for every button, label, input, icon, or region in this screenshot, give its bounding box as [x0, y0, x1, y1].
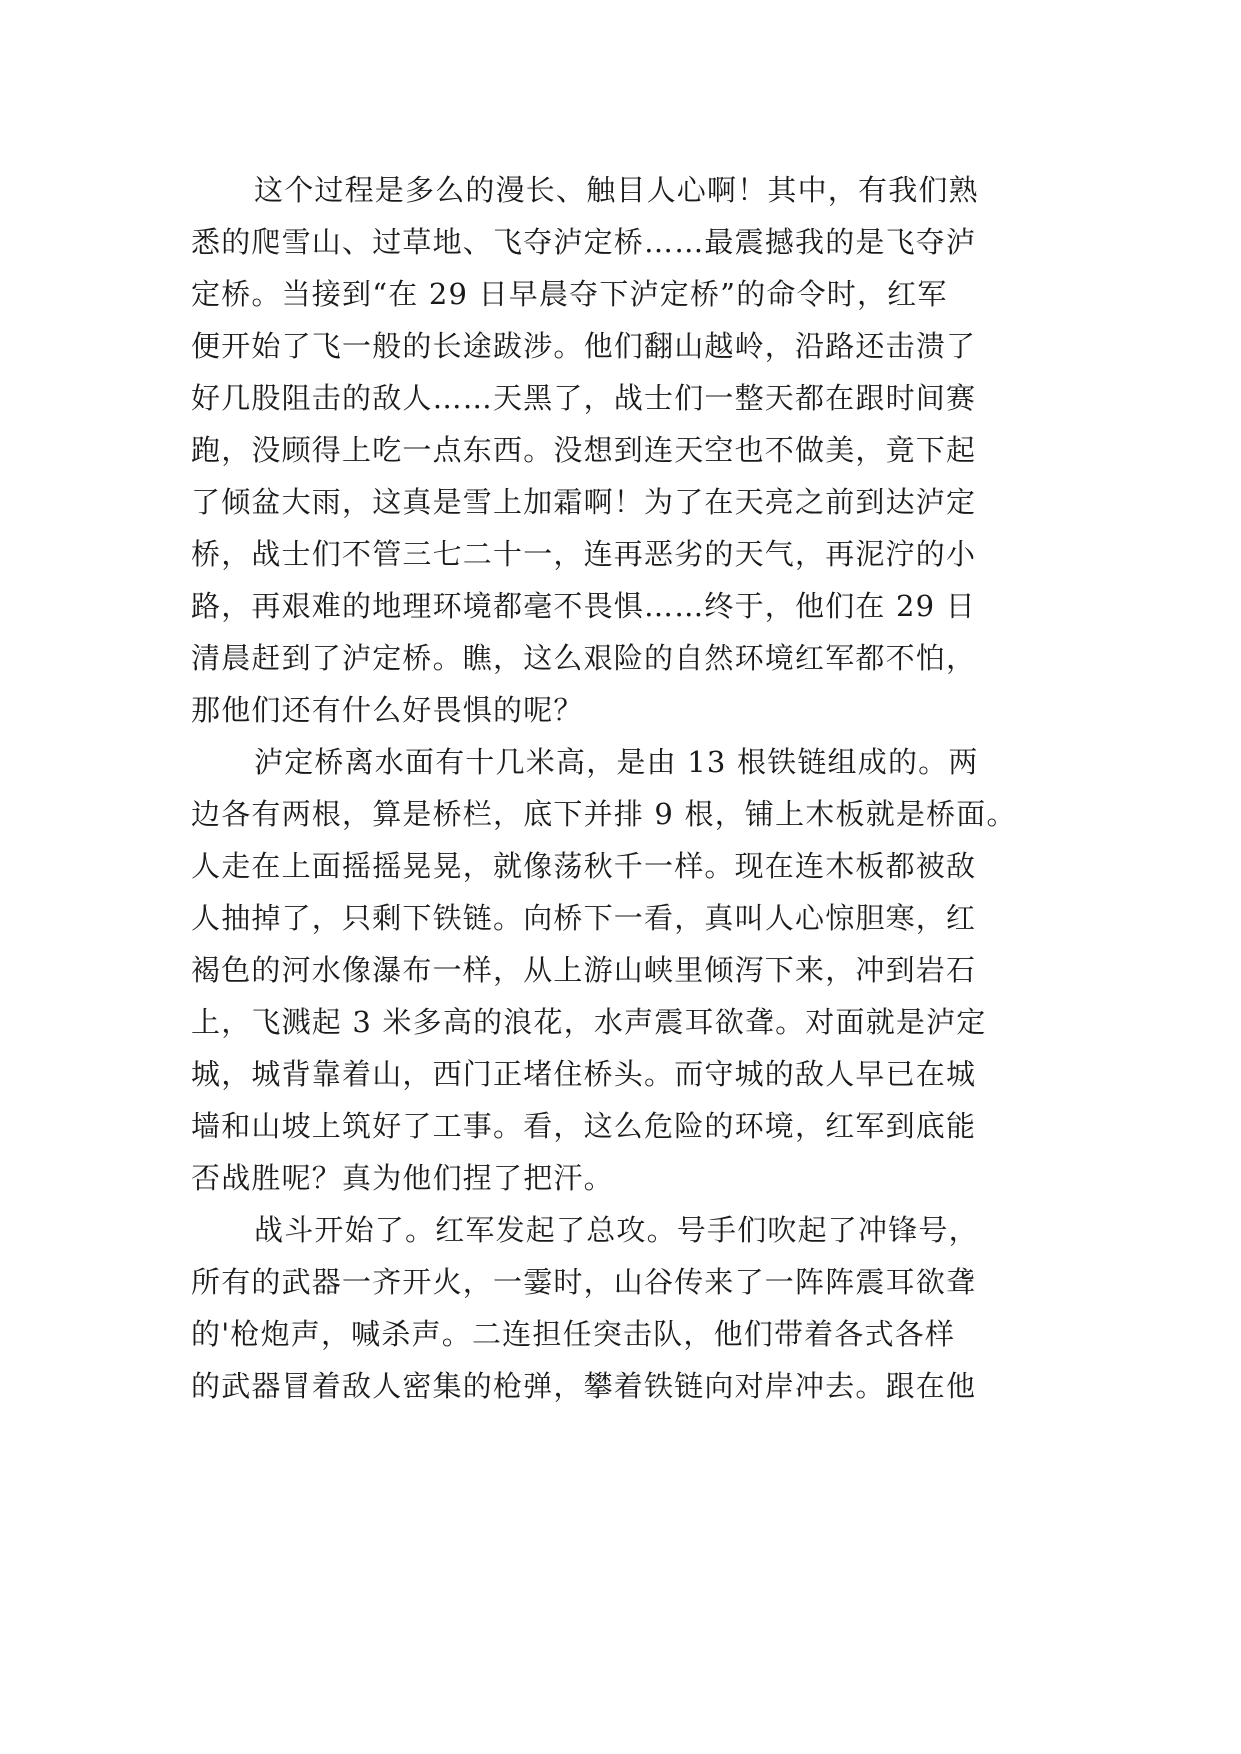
- text-line: 人抽掉了，只剩下铁链。向桥下一看，真叫人心惊胆寒，红: [191, 901, 977, 935]
- text-line: 上，飞溅起 3 米多高的浪花，水声震耳欲聋。对面就是泸定: [191, 1005, 987, 1039]
- text-line: 所有的武器一齐开火，一霎时，山谷传来了一阵阵震耳欲聋: [191, 1265, 977, 1299]
- paragraph: [191, 1204, 1051, 1412]
- text-line: 人走在上面摇摇晃晃，就像荡秋千一样。现在连木板都被敌: [191, 849, 977, 883]
- text-line: 泸定桥离水面有十几米高，是由 13 根铁链组成的。两: [254, 745, 979, 779]
- text-line: 边各有两根，算是桥栏，底下并排 9 根，铺上木板就是桥面。: [191, 797, 1017, 831]
- text-line: 路，再艰难的地理环境都毫不畏惧……终于，他们在 29 日: [191, 589, 976, 623]
- text-line: 跑，没顾得上吃一点东西。没想到连天空也不做美，竟下起: [191, 433, 977, 467]
- text-line: 便开始了飞一般的长途跋涉。他们翻山越岭，沿路还击溃了: [191, 329, 977, 363]
- text-line: 桥，战士们不管三七二十一，连再恶劣的天气，再泥泞的小: [191, 537, 977, 571]
- document-body: [191, 164, 1051, 1412]
- text-line: 褐色的河水像瀑布一样，从上游山峡里倾泻下来，冲到岩石: [191, 953, 977, 987]
- text-line: 否战胜呢？真为他们捏了把汗。: [191, 1161, 614, 1195]
- text-line: 好几股阻击的敌人……天黑了，战士们一整天都在跟时间赛: [191, 381, 977, 415]
- text-line: 定桥。当接到“在 29 日早晨夺下泸定桥”的命令时，红军: [191, 277, 948, 311]
- text-line: 那他们还有什么好畏惧的呢？: [191, 693, 584, 727]
- text-line: 的武器冒着敌人密集的枪弹，攀着铁链向对岸冲去。跟在他: [191, 1369, 977, 1403]
- text-line: 墙和山坡上筑好了工事。看，这么危险的环境，红军到底能: [191, 1109, 977, 1143]
- text-line: 城，城背靠着山，西门正堵住桥头。而守城的敌人早已在城: [191, 1057, 977, 1091]
- text-line: 清晨赶到了泸定桥。瞧，这么艰险的自然环境红军都不怕，: [191, 641, 977, 675]
- paragraph: [191, 164, 1051, 736]
- paragraph: [191, 736, 1051, 1204]
- text-line: 了倾盆大雨，这真是雪上加霜啊！为了在天亮之前到达泸定: [191, 485, 977, 519]
- text-line: 悉的爬雪山、过草地、飞夺泸定桥……最震撼我的是飞夺泸: [191, 225, 977, 259]
- text-line: 战斗开始了。红军发起了总攻。号手们吹起了冲锋号，: [254, 1213, 979, 1247]
- text-line: 这个过程是多么的漫长、触目人心啊！其中，有我们熟: [254, 173, 979, 207]
- text-line: 的'枪炮声，喊杀声。二连担任突击队，他们带着各式各样: [191, 1317, 956, 1351]
